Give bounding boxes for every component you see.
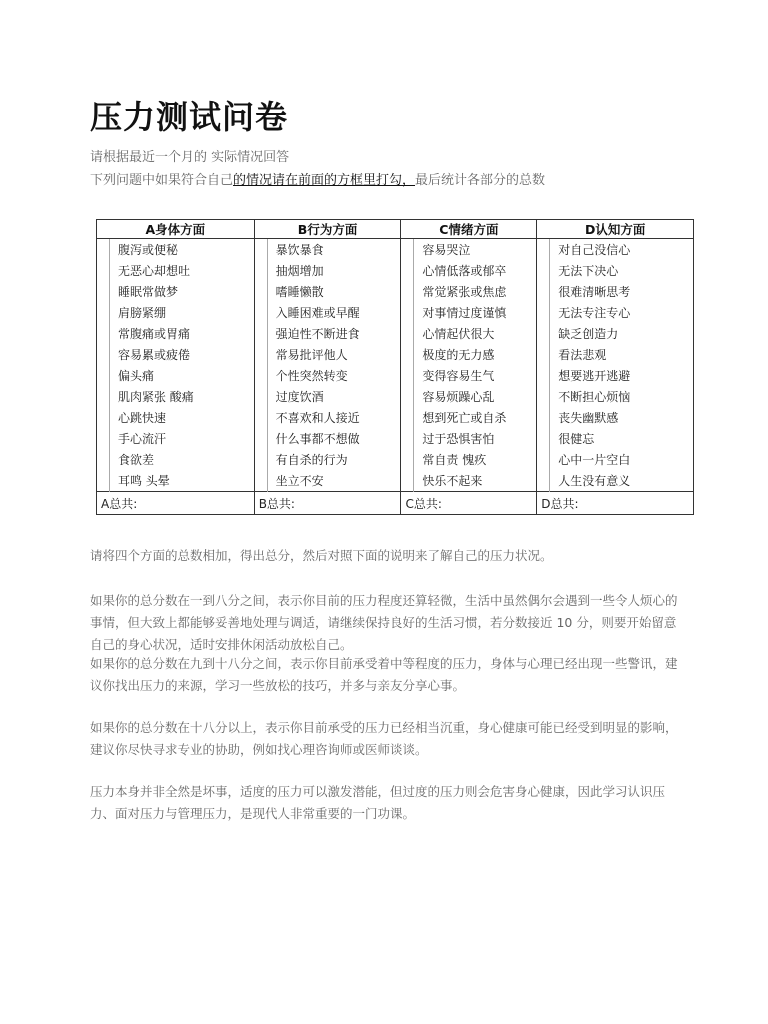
table-row	[97, 407, 694, 428]
symptom-emotion: 过于恐惧害怕	[414, 428, 537, 449]
table-row	[97, 365, 694, 386]
symptom-physical: 容易累或疲倦	[109, 344, 254, 365]
checkbox-cell[interactable]	[97, 323, 110, 344]
symptom-cognition: 无法下决心	[550, 260, 694, 281]
symptom-physical: 肩膀紧绷	[109, 302, 254, 323]
table-body	[97, 239, 694, 515]
checkbox-cell[interactable]	[537, 281, 550, 302]
symptom-physical: 食欲差	[109, 449, 254, 470]
checkbox-cell[interactable]	[254, 302, 267, 323]
checkbox-cell[interactable]	[254, 407, 267, 428]
symptom-physical: 常腹痛或胃痛	[109, 323, 254, 344]
symptom-behavior: 常易批评他人	[267, 344, 401, 365]
paragraph-4: 如果你的总分数在十八分以上，表示你目前承受的压力已经相当沉重，身心健康可能已经受到明显的影响，建议你尽快寻求专业的协助，例如找心理咨询师或医师谈谈。	[90, 720, 678, 757]
checkbox-cell[interactable]	[401, 323, 414, 344]
symptom-cognition: 想要逃开逃避	[550, 365, 694, 386]
checkbox-cell[interactable]	[537, 470, 550, 492]
checkbox-cell[interactable]	[537, 407, 550, 428]
header-emotion: C情绪方面	[401, 220, 537, 239]
checkbox-cell[interactable]	[254, 239, 267, 261]
checkbox-cell[interactable]	[254, 365, 267, 386]
checkbox-cell[interactable]	[537, 239, 550, 261]
intro-line-2-before: 下列问题中如果符合自己	[90, 173, 234, 188]
symptom-cognition: 无法专注专心	[550, 302, 694, 323]
checkbox-cell[interactable]	[97, 302, 110, 323]
paragraph-1: 请将四个方面的总数相加，得出总分，然后对照下面的说明来了解自己的压力状况。	[90, 548, 553, 563]
symptom-behavior: 入睡困难或早醒	[267, 302, 401, 323]
symptom-behavior: 有自杀的行为	[267, 449, 401, 470]
table-row	[97, 470, 694, 492]
symptom-emotion: 变得容易生气	[414, 365, 537, 386]
table-row	[97, 281, 694, 302]
checkbox-cell[interactable]	[254, 260, 267, 281]
intro-line-2-underlined: 的情况请在前面的方框里打勾，	[233, 173, 416, 188]
table-row	[97, 302, 694, 323]
symptom-emotion: 容易哭泣	[414, 239, 537, 261]
symptom-behavior: 暴饮暴食	[267, 239, 401, 261]
symptom-emotion: 对事情过度谨慎	[414, 302, 537, 323]
symptom-cognition: 很健忘	[550, 428, 694, 449]
total-physical: A总共:	[97, 492, 255, 515]
checkbox-cell[interactable]	[254, 449, 267, 470]
checkbox-cell[interactable]	[537, 302, 550, 323]
checkbox-cell[interactable]	[97, 470, 110, 492]
checkbox-cell[interactable]	[97, 407, 110, 428]
symptom-physical: 腹泻或便秘	[109, 239, 254, 261]
total-cognition: D总共:	[537, 492, 694, 515]
table-row	[97, 386, 694, 407]
table-header-row	[97, 220, 694, 239]
checkbox-cell[interactable]	[537, 365, 550, 386]
table-total-row	[97, 492, 694, 515]
symptom-behavior: 抽烟增加	[267, 260, 401, 281]
table-row	[97, 260, 694, 281]
symptom-behavior: 不喜欢和人接近	[267, 407, 401, 428]
checkbox-cell[interactable]	[401, 281, 414, 302]
checkbox-cell[interactable]	[401, 365, 414, 386]
symptom-cognition: 缺乏创造力	[550, 323, 694, 344]
page-title: 压力测试问卷	[90, 98, 289, 136]
symptom-behavior: 个性突然转变	[267, 365, 401, 386]
total-behavior: B总共:	[254, 492, 401, 515]
symptom-emotion: 心情低落或郁卒	[414, 260, 537, 281]
symptom-emotion: 容易烦躁心乱	[414, 386, 537, 407]
checkbox-cell[interactable]	[401, 386, 414, 407]
checkbox-cell[interactable]	[401, 239, 414, 261]
checkbox-cell[interactable]	[97, 365, 110, 386]
checkbox-cell[interactable]	[97, 449, 110, 470]
header-cognition: D认知方面	[537, 220, 694, 239]
checkbox-cell[interactable]	[401, 302, 414, 323]
symptom-emotion: 极度的无力感	[414, 344, 537, 365]
table-row	[97, 323, 694, 344]
symptom-physical: 心跳快速	[109, 407, 254, 428]
intro-line-1: 请根据最近一个月的 实际情况回答	[90, 150, 290, 165]
symptom-cognition: 人生没有意义	[550, 470, 694, 492]
table-row	[97, 449, 694, 470]
symptom-cognition: 看法悲观	[550, 344, 694, 365]
symptom-emotion: 常自责 愧疚	[414, 449, 537, 470]
checkbox-cell[interactable]	[254, 470, 267, 492]
intro-line-2-after: 最后统计各部分的总数	[415, 173, 546, 188]
symptom-physical: 肌肉紧张 酸痛	[109, 386, 254, 407]
checkbox-cell[interactable]	[97, 239, 110, 261]
table-row	[97, 344, 694, 365]
symptom-physical: 偏头痛	[109, 365, 254, 386]
checkbox-cell[interactable]	[537, 260, 550, 281]
checkbox-cell[interactable]	[401, 344, 414, 365]
symptom-behavior: 坐立不安	[267, 470, 401, 492]
total-emotion: C总共:	[401, 492, 537, 515]
checkbox-cell[interactable]	[254, 344, 267, 365]
table-row	[97, 239, 694, 261]
symptom-behavior: 强迫性不断进食	[267, 323, 401, 344]
header-behavior: B行为方面	[254, 220, 401, 239]
header-physical: A身体方面	[97, 220, 255, 239]
symptom-physical: 无恶心却想吐	[109, 260, 254, 281]
table-row	[97, 428, 694, 449]
checkbox-cell[interactable]	[97, 386, 110, 407]
checkbox-cell[interactable]	[254, 281, 267, 302]
intro-line-2	[90, 169, 545, 188]
stress-checklist-table	[96, 219, 694, 515]
paragraph-2: 如果你的总分数在一到八分之间，表示你目前的压力程度还算轻微，生活中虽然偶尔会遇到一些令人烦心的事情，但大致上都能够妥善地处理与调适，请继续保持良好的生活习惯，若分数接近 10 分，则要开始留意自己的身心状况，适时安排休闲活动放松自己。	[90, 593, 678, 652]
symptom-emotion: 心情起伏很大	[414, 323, 537, 344]
paragraph-5: 压力本身并非全然是坏事，适度的压力可以激发潜能，但过度的压力则会危害身心健康，因此学习认识压力、面对压力与管理压力，是现代人非常重要的一门功课。	[90, 784, 666, 821]
symptom-behavior: 嗜睡懒散	[267, 281, 401, 302]
checkbox-cell[interactable]	[97, 281, 110, 302]
symptom-physical: 睡眠常做梦	[109, 281, 254, 302]
checkbox-cell[interactable]	[537, 323, 550, 344]
symptom-emotion: 想到死亡或自杀	[414, 407, 537, 428]
checkbox-cell[interactable]	[97, 260, 110, 281]
checkbox-cell[interactable]	[254, 386, 267, 407]
checkbox-cell[interactable]	[401, 470, 414, 492]
symptom-physical: 耳鸣 头晕	[109, 470, 254, 492]
checkbox-cell[interactable]	[97, 428, 110, 449]
checkbox-cell[interactable]	[97, 344, 110, 365]
checkbox-cell[interactable]	[537, 428, 550, 449]
checkbox-cell[interactable]	[401, 260, 414, 281]
symptom-emotion: 常觉紧张或焦虑	[414, 281, 537, 302]
symptom-behavior: 过度饮酒	[267, 386, 401, 407]
checkbox-cell[interactable]	[537, 344, 550, 365]
paragraph-3: 如果你的总分数在九到十八分之间，表示你目前承受着中等程度的压力，身体与心理已经出现一些警讯，建议你找出压力的来源，学习一些放松的技巧，并多与亲友分享心事。	[90, 656, 678, 693]
symptom-cognition: 很难清晰思考	[550, 281, 694, 302]
symptom-cognition: 对自己没信心	[550, 239, 694, 261]
symptom-cognition: 不断担心烦恼	[550, 386, 694, 407]
symptom-cognition: 心中一片空白	[550, 449, 694, 470]
checkbox-cell[interactable]	[537, 386, 550, 407]
checkbox-cell[interactable]	[254, 323, 267, 344]
checkbox-cell[interactable]	[401, 449, 414, 470]
checkbox-cell[interactable]	[537, 449, 550, 470]
symptom-emotion: 快乐不起来	[414, 470, 537, 492]
symptom-physical: 手心流汗	[109, 428, 254, 449]
checkbox-cell[interactable]	[401, 407, 414, 428]
symptom-behavior: 什么事都不想做	[267, 428, 401, 449]
checkbox-cell[interactable]	[401, 428, 414, 449]
symptom-cognition: 丧失幽默感	[550, 407, 694, 428]
checkbox-cell[interactable]	[254, 428, 267, 449]
